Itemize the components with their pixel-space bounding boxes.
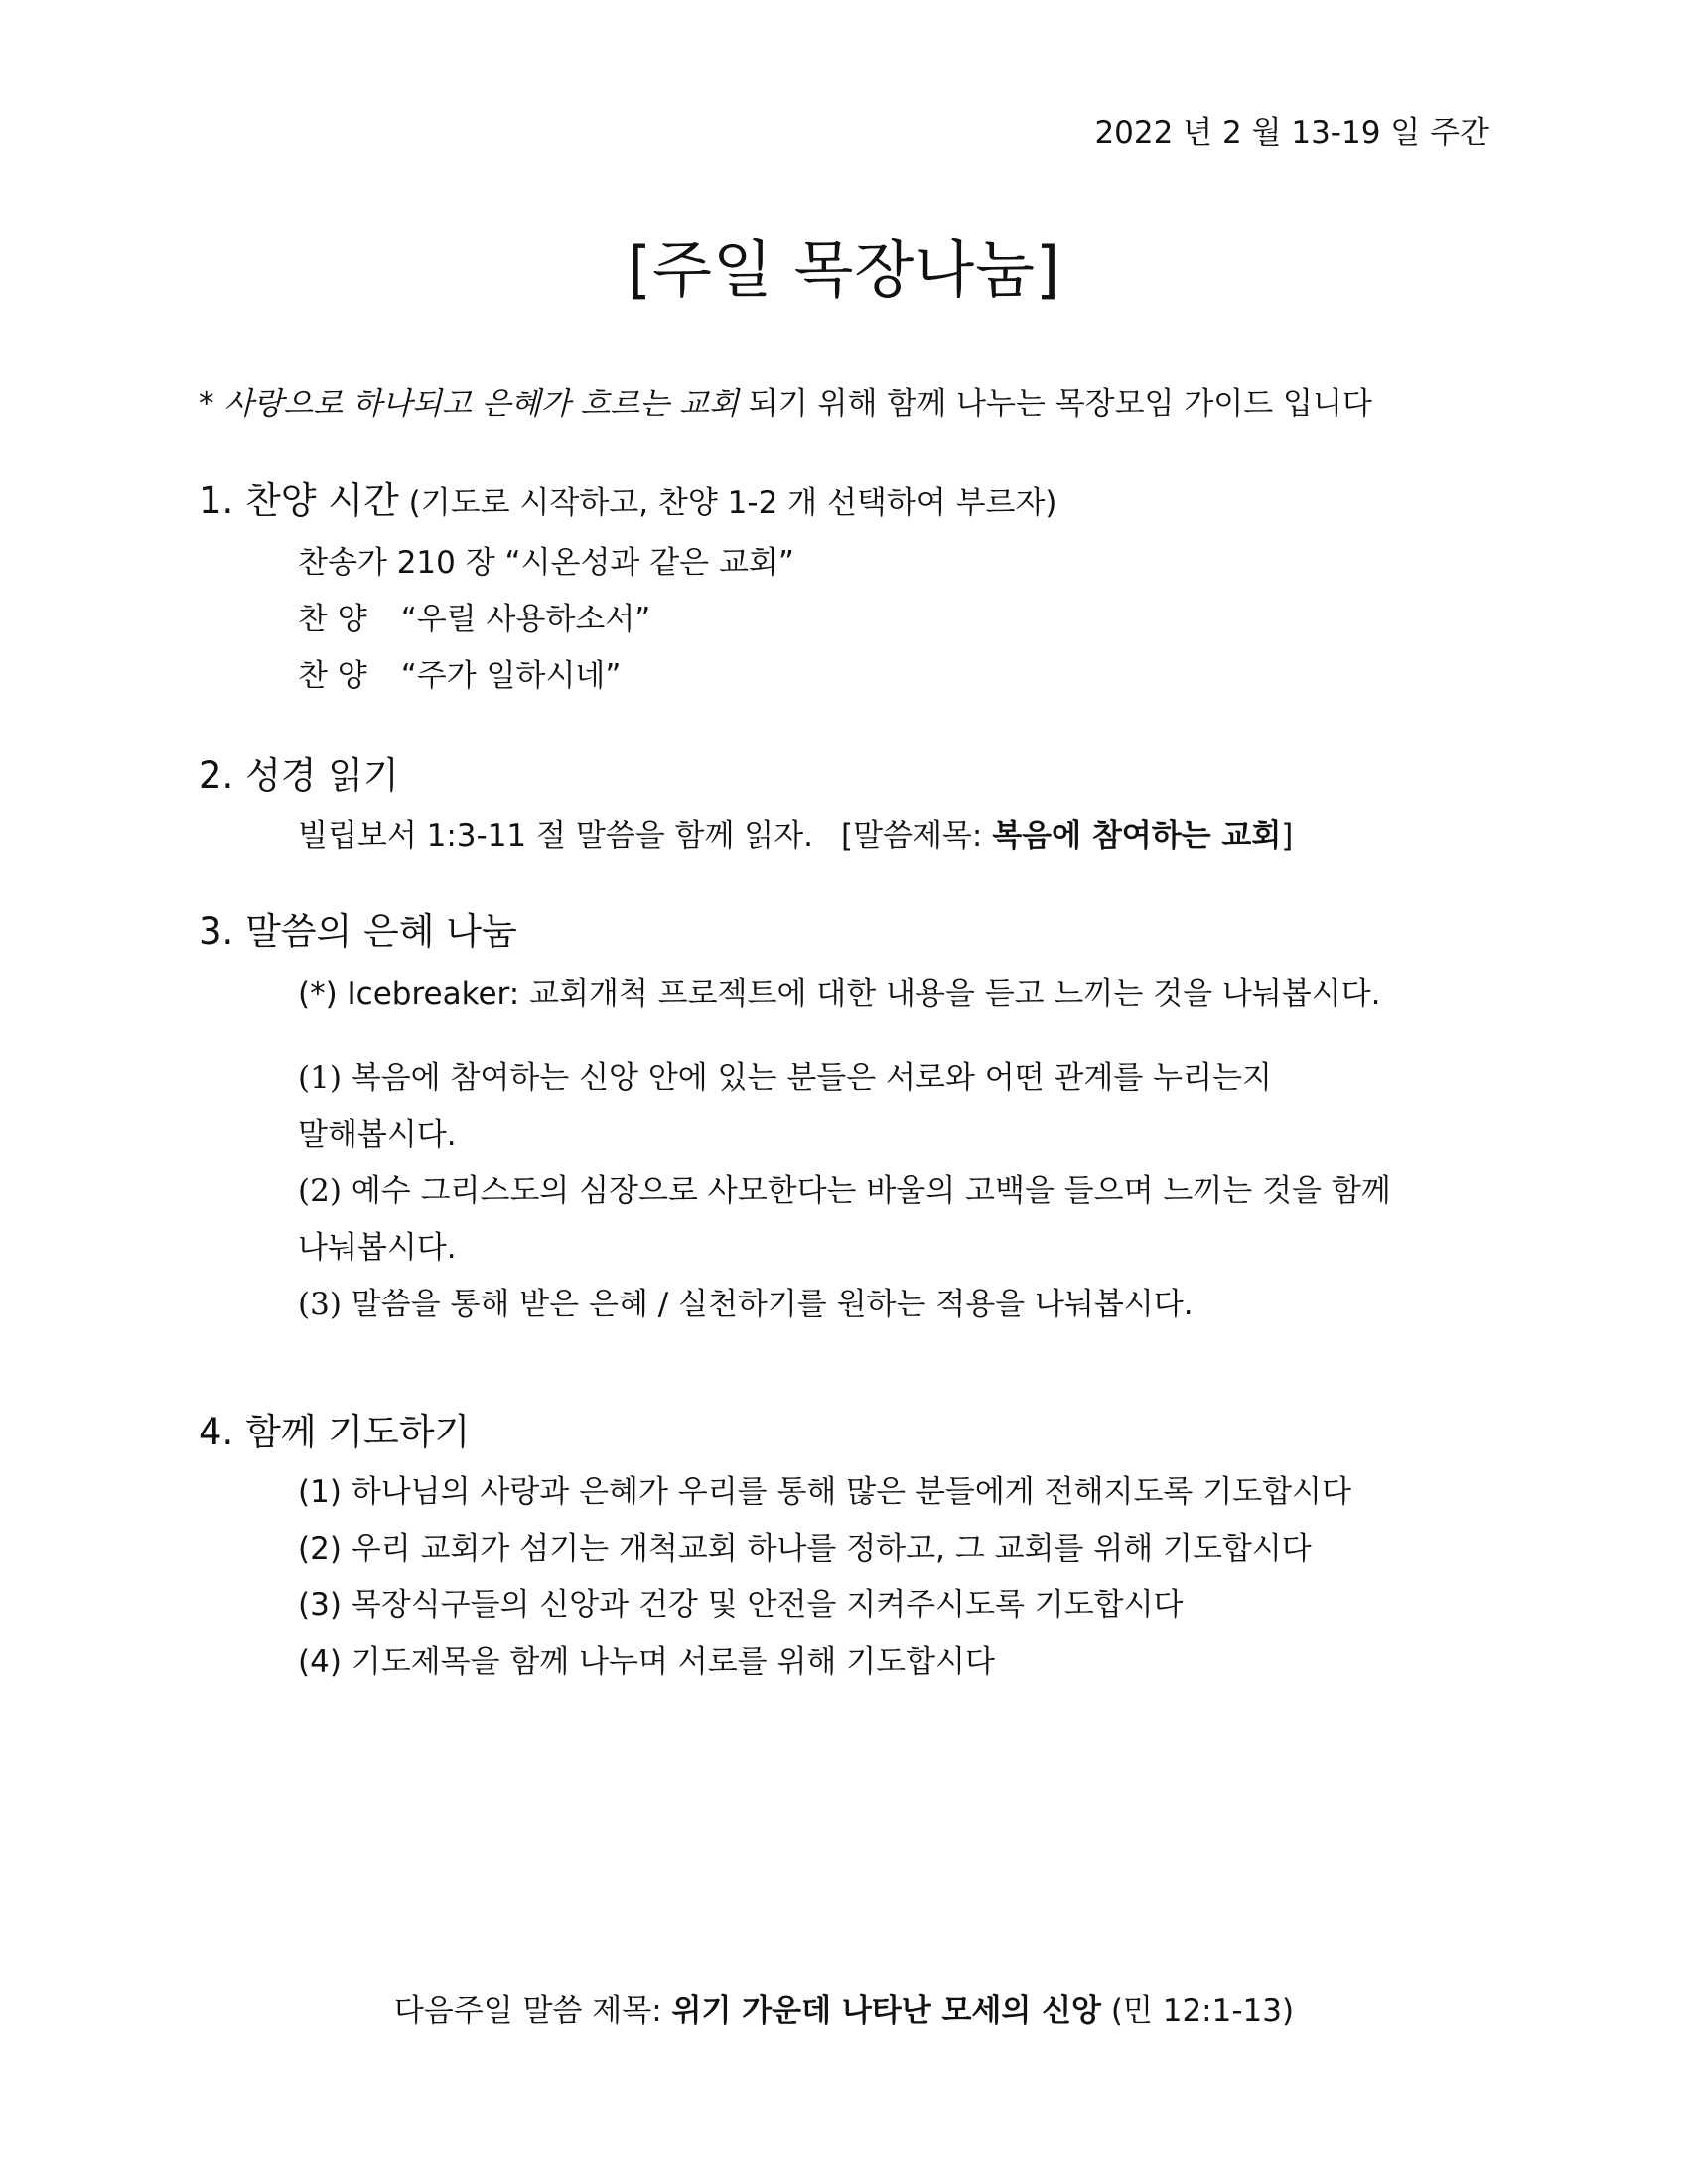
bible-reading-line [298, 810, 1293, 855]
praise-item-1 [298, 594, 650, 638]
intro-line [199, 378, 1372, 423]
sermon-title: 복음에 참여하는 교회 [992, 818, 1282, 854]
question-2-number: (2) [298, 1173, 342, 1209]
question-2-line1 [298, 1165, 1391, 1210]
next-sermon-prefix: 다음주일 말씀 제목: [393, 1993, 672, 2029]
question-1-text: 복음에 참여하는 신앙 안에 있는 분들은 서로와 어떤 관계를 누리는지 [341, 1060, 1272, 1096]
question-3-line1 [298, 1279, 1194, 1323]
section3-heading: 3. 말씀의 은혜 나눔 [199, 910, 517, 953]
bible-reading: 빌립보서 1:3-11 절 말씀을 함께 읽자. [298, 818, 813, 854]
section1-heading [199, 471, 1057, 524]
question-3-text: 말씀을 통해 받은 은혜 / 실천하기를 원하는 적용을 나눠봅시다. [341, 1287, 1194, 1322]
next-sermon-footer [0, 1985, 1688, 2030]
question-2-line2: 나눠봅시다. [298, 1230, 457, 1266]
section1-title: 1. 찬양 시간 [199, 479, 399, 522]
next-sermon-reference: (민 12:1-13) [1100, 1993, 1295, 2029]
prayer-item-3: (3) 목장식구들의 신앙과 건강 및 안전을 지켜주시도록 기도합시다 [298, 1587, 1184, 1623]
date-line: 2022 년 2 월 13-19 일 주간 [1094, 115, 1489, 151]
next-sermon-title: 위기 가운데 나타난 모세의 신앙 [671, 1993, 1101, 2029]
section2-heading: 2. 성경 읽기 [199, 754, 399, 797]
sermon-suffix: ] [1281, 818, 1294, 854]
question-1-line1 [298, 1052, 1272, 1097]
question-1-number: (1) [298, 1060, 342, 1096]
question-3-number: (3) [298, 1287, 342, 1322]
praise-title: “우릴 사용하소서” [400, 602, 651, 637]
prayer-item-4: (4) 기도제목을 함께 나누며 서로를 위해 기도합시다 [298, 1644, 995, 1680]
section1-note: (기도로 시작하고, 찬양 1-2 개 선택하여 부르자) [398, 485, 1057, 521]
prayer-item-2: (2) 우리 교회가 섬기는 개척교회 하나를 정하고, 그 교회를 위해 기도합시다 [298, 1531, 1312, 1567]
icebreaker-line: (*) Icebreaker: 교회개척 프로젝트에 대한 내용을 듣고 느끼는 것을 나눠봅시다. [298, 976, 1381, 1012]
question-2-text: 예수 그리스도의 심장으로 사모한다는 바울의 고백을 들으며 느끼는 것을 함께 [341, 1173, 1391, 1209]
intro-prefix: * [199, 386, 224, 422]
intro-emphasis: 사랑으로 하나되고 은혜가 흐르는 교회 [223, 386, 739, 422]
praise-item-2 [298, 650, 621, 695]
page-title: [주일 목장나눔] [627, 233, 1061, 306]
intro-rest: 되기 위해 함께 나누는 목장모임 가이드 입니다 [738, 386, 1372, 422]
praise-label: 찬 양 [298, 658, 367, 694]
praise-label: 찬 양 [298, 602, 367, 637]
sermon-prefix: [말씀제목: [841, 818, 993, 854]
prayer-item-1: (1) 하나님의 사랑과 은혜가 우리를 통해 많은 분들에게 전해지도록 기도합시다 [298, 1474, 1351, 1510]
section4-heading: 4. 함께 기도하기 [199, 1411, 471, 1453]
praise-title: “주가 일하시네” [400, 658, 622, 694]
question-1-line2: 말해봅시다. [298, 1117, 457, 1153]
hymn-item: 찬송가 210 장 “시온성과 같은 교회” [298, 545, 794, 581]
